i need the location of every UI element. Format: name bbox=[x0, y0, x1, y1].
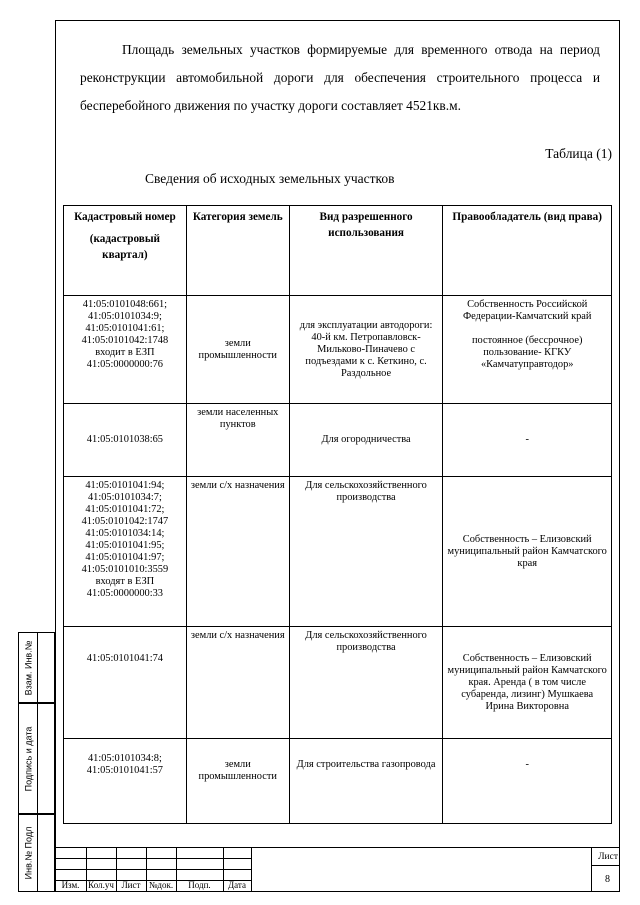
table-title: Сведения об исходных земельных участков bbox=[145, 171, 395, 186]
cell-category: земли промышленности bbox=[186, 296, 289, 404]
cell-use: для эксплуатации автодороги: 40-й км. Петропавловск-Мильково-Пиначево с подъездами к с. Кеткино, с. Раздольное bbox=[289, 296, 443, 404]
table-row bbox=[64, 627, 612, 739]
table-row bbox=[64, 739, 612, 824]
stamp-inv bbox=[18, 814, 55, 892]
tb-izm: Изм. bbox=[61, 880, 80, 890]
cell-cadastral: 41:05:0101041:94; 41:05:0101034:7; 41:05:0101041:72; 41:05:0101042:1747 41:05:0101034:14; 41:05:0101041:95; 41:05:0101041:97; 41:05:0101010:3559 входят в ЕЗП 41:05:0000000:33 bbox=[64, 477, 187, 627]
intro-paragraph: Площадь земельных участков формируемые для временного отвода на период реконструкции автомобильной дороги для обеспечения строительного процесса и бесперебойного движения по участку дороги составляет 4521кв.м. bbox=[80, 42, 600, 113]
tb-sheet-label: Лист bbox=[598, 852, 618, 862]
cell-owner: Собственность – Елизовский муниципальный район Камчатского края. Аренда ( в том числе субаренда, лизинг) Мушкаева Ирина Викторовна bbox=[443, 627, 612, 739]
cell-owner: Собственность Российской Федерации-Камчатский край постоянное (бессрочное) пользование- КГКУ «Камчатуправтодор» bbox=[443, 296, 612, 404]
cell-category: земли с/х назначения bbox=[186, 627, 289, 739]
tb-ndok: №док. bbox=[148, 880, 174, 890]
header-owner: Правообладатель (вид права) bbox=[443, 206, 612, 296]
tb-sheet-number: 8 bbox=[605, 874, 610, 885]
stamp-vzam-label: Взам. Инв.№ bbox=[23, 640, 34, 695]
header-cadastral: Кадастровый номер (кадастровый квартал) bbox=[64, 206, 187, 296]
cell-use: Для строительства газопровода bbox=[289, 739, 443, 824]
tb-kolvo: Кол.уч bbox=[88, 880, 114, 890]
stamp-inv-label: Инв.№ Подл bbox=[23, 826, 33, 880]
tb-data: Дата bbox=[228, 880, 246, 890]
cell-owner: Собственность – Елизовский муниципальный район Камчатского края bbox=[443, 477, 612, 627]
table-row bbox=[64, 477, 612, 627]
tb-podp: Подп. bbox=[188, 880, 211, 890]
title-block bbox=[55, 847, 620, 892]
cell-cadastral: 41:05:0101041:74 bbox=[64, 627, 187, 739]
cell-category: земли с/х назначения bbox=[186, 477, 289, 627]
cell-owner: - bbox=[443, 739, 612, 824]
cell-cadastral: 41:05:0101048:661; 41:05:0101034:9; 41:05:0101041:61; 41:05:0101042:1748 входит в ЕЗП 41:05:0000000:76 bbox=[64, 296, 187, 404]
table-header-row bbox=[64, 206, 612, 296]
stamp-podpis-label: Подпись и дата bbox=[23, 726, 34, 791]
cell-use: Для сельскохозяйственного производства bbox=[289, 477, 443, 627]
table-number: Таблица (1) bbox=[545, 146, 612, 161]
cell-category: земли населенных пунктов bbox=[186, 404, 289, 477]
cell-use: Для огородничества bbox=[289, 404, 443, 477]
header-category: Категория земель bbox=[186, 206, 289, 296]
table-row bbox=[64, 296, 612, 404]
table-row bbox=[64, 404, 612, 477]
land-plots-table bbox=[63, 205, 612, 824]
cell-use: Для сельскохозяйственного производства bbox=[289, 627, 443, 739]
cell-cadastral: 41:05:0101038:65 bbox=[64, 404, 187, 477]
stamp-vzam bbox=[18, 632, 55, 703]
cell-owner: - bbox=[443, 404, 612, 477]
cell-category: земли промышленности bbox=[186, 739, 289, 824]
header-use: Вид разрешенного использования bbox=[289, 206, 443, 296]
cell-cadastral: 41:05:0101034:8; 41:05:0101041:57 bbox=[64, 739, 187, 824]
stamp-podpis bbox=[18, 703, 55, 814]
tb-list: Лист bbox=[121, 880, 141, 890]
